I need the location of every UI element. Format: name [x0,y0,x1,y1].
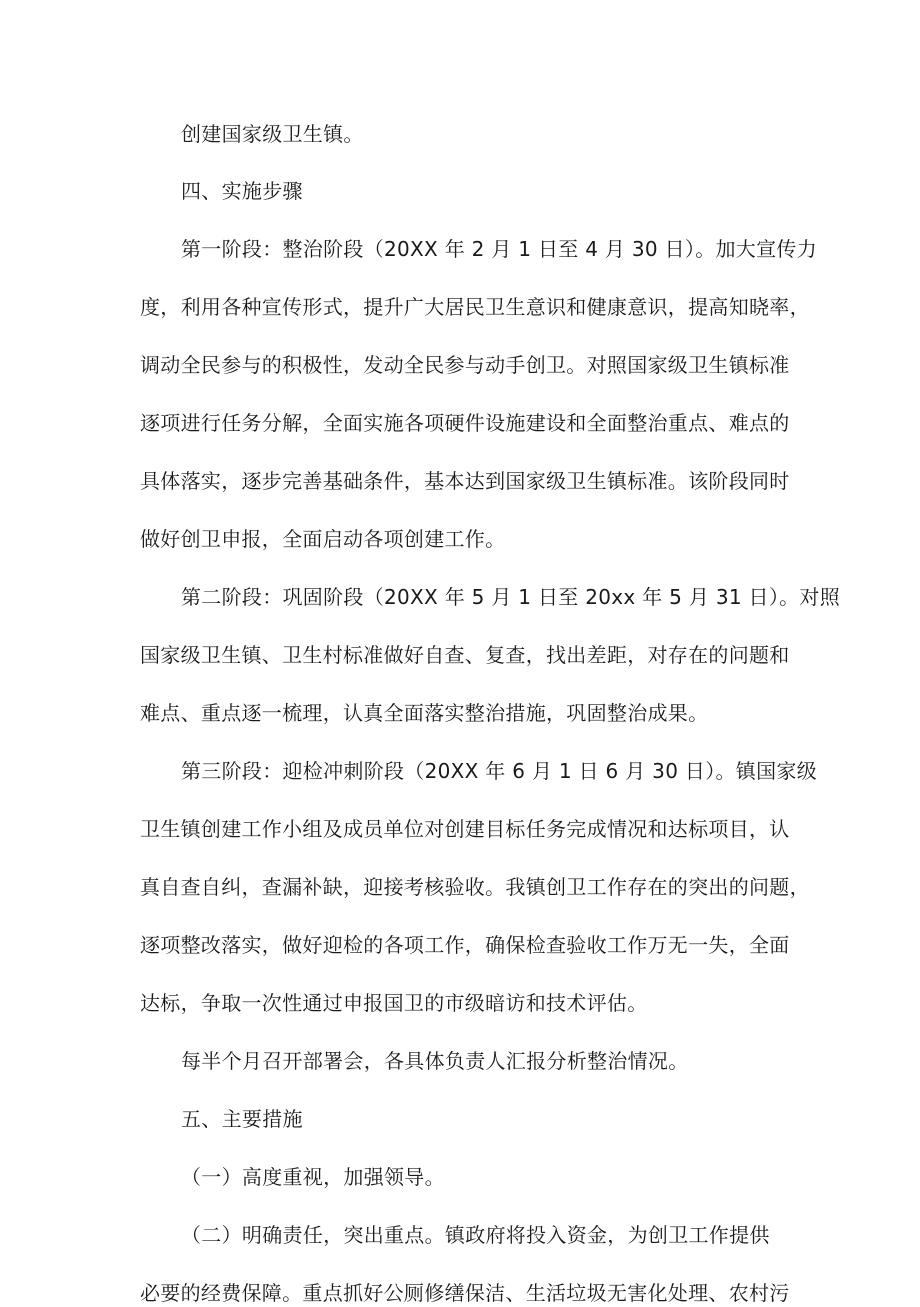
text-line: 第三阶段：迎检冲刺阶段（20XX 年 6 月 1 日 6 月 30 日）。镇国家级 [181,759,817,783]
text-line: 度，利用各种宣传形式，提升广大居民卫生意识和健康意识，提高知晓率， [140,295,810,319]
section-heading: 四、实施步骤 [181,179,303,203]
text-line: 卫生镇创建工作小组及成员单位对创建目标任务完成情况和达标项目，认 [140,817,790,841]
text-line: 逐项整改落实，做好迎检的各项工作，确保检查验收工作万无一失，全面 [140,933,790,957]
text-line: （二）明确责任，突出重点。镇政府将投入资金，为创卫工作提供 [181,1223,770,1247]
text-line: （一）高度重视，加强领导。 [181,1165,445,1189]
text-line: 达标，争取一次性通过申报国卫的市级暗访和技术评估。 [140,991,648,1015]
text-line: 调动全民参与的积极性，发动全民参与动手创卫。对照国家级卫生镇标准 [140,353,790,377]
text-line: 每半个月召开部署会，各具体负责人汇报分析整治情况。 [181,1049,689,1073]
text-line: 真自查自纠，查漏补缺，迎接考核验收。我镇创卫工作存在的突出的问题， [140,875,810,899]
text-line: 创建国家级卫生镇。 [181,122,364,146]
text-line: 第二阶段：巩固阶段（20XX 年 5 月 1 日至 20xx 年 5 月 31 日）。对照 [181,585,841,609]
section-heading: 五、主要措施 [181,1107,303,1131]
text-line: 第一阶段：整治阶段（20XX 年 2 月 1 日至 4 月 30 日）。加大宣传力 [181,237,817,261]
text-line: 具体落实，逐步完善基础条件，基本达到国家级卫生镇标准。该阶段同时 [140,469,790,493]
text-line: 必要的经费保障。重点抓好公厕修缮保洁、生活垃圾无害化处理、农村污 [140,1281,790,1305]
text-line: 难点、重点逐一梳理，认真全面落实整治措施，巩固整治成果。 [140,701,709,725]
text-line: 逐项进行任务分解，全面实施各项硬件设施建设和全面整治重点、难点的 [140,411,790,435]
text-line: 做好创卫申报，全面启动各项创建工作。 [140,527,506,551]
text-line: 国家级卫生镇、卫生村标准做好自查、复查，找出差距，对存在的问题和 [140,643,790,667]
